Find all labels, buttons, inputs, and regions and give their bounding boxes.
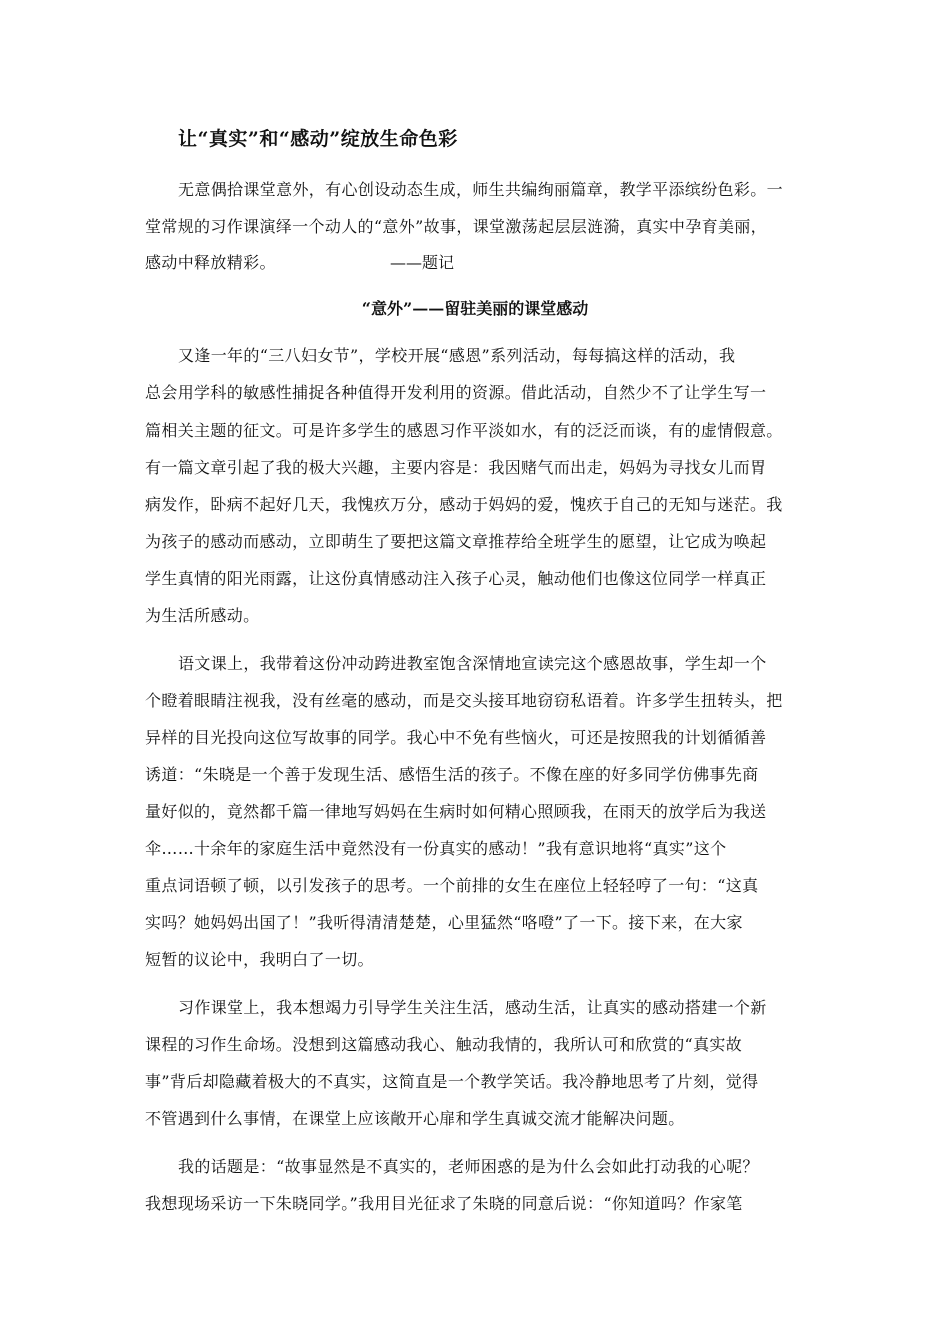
paragraph-line: 习作课堂上，我本想竭力引导学生关注生活，感动生活，让真实的感动搭建一个新 [178, 998, 767, 1017]
paragraph-line: 个瞪着眼睛注视我，没有丝毫的感动，而是交头接耳地窃窃私语着。许多学生扭转头，把 [145, 691, 783, 710]
paragraph-line: 不管遇到什么事情，在课堂上应该敞开心扉和学生真诚交流才能解决问题。 [145, 1109, 685, 1128]
paragraph-line: 伞……十余年的家庭生活中竟然没有一份真实的感动！”我有意识地将“真实”这个 [145, 839, 727, 858]
paragraph-line: 实吗？她妈妈出国了！”我听得清清楚楚，心里猛然“咯噔”了一下。接下来，在大家 [145, 913, 743, 932]
paragraph-line: 学生真情的阳光雨露，让这份真情感动注入孩子心灵，触动他们也像这位同学一样真正 [145, 569, 767, 588]
paragraph-line: 诱道：“朱晓是一个善于发现生活、感悟生活的孩子。不像在座的好多同学仿佛事先商 [145, 765, 759, 784]
epigraph-line: 无意偶拾课堂意外，有心创设动态生成，师生共编绚丽篇章，教学平添缤纷色彩。一 [178, 180, 783, 199]
paragraph-line: 事”背后却隐藏着极大的不真实，这简直是一个教学笑话。我冷静地思考了片刻，觉得 [145, 1072, 759, 1091]
paragraph-line: 我的话题是：“故事显然是不真实的，老师困惑的是为什么会如此打动我的心呢？ [178, 1157, 759, 1176]
paragraph-line: 我想现场采访一下朱晓同学。”我用目光征求了朱晓的同意后说：“你知道吗？作家笔 [145, 1194, 743, 1213]
paragraph-line: 课程的习作生命场。没想到这篇感动我心、触动我情的，我所认可和欣赏的“真实故 [145, 1035, 743, 1054]
paragraph-line: 病发作，卧病不起好几天，我愧疚万分，感动于妈妈的爱，愧疚于自己的无知与迷茫。我 [145, 495, 783, 514]
paragraph-line: 为生活所感动。 [145, 606, 260, 625]
epigraph-line: 感动中释放精彩。 [145, 253, 276, 272]
paragraph-line: 异样的目光投向这位写故事的同学。我心中不免有些恼火，可还是按照我的计划循循善 [145, 728, 767, 747]
epigraph-line: 堂常规的习作课演绎一个动人的“意外”故事，课堂激荡起层层涟漪，真实中孕育美丽， [145, 217, 768, 236]
paragraph-line: 重点词语顿了顿，以引发孩子的思考。一个前排的女生在座位上轻轻哼了一句：“这真 [145, 876, 759, 895]
epigraph-signature: ——题记 [390, 253, 455, 272]
paragraph-line: 总会用学科的敏感性捕捉各种值得开发利用的资源。借此活动，自然少不了让学生写一 [145, 383, 767, 402]
section-subtitle: “意外”——留驻美丽的课堂感动 [361, 299, 589, 318]
paragraph-line: 有一篇文章引起了我的极大兴趣，主要内容是：我因赌气而出走，妈妈为寻找女儿而胃 [145, 458, 767, 477]
paragraph-line: 量好似的，竟然都千篇一律地写妈妈在生病时如何精心照顾我，在雨天的放学后为我送 [145, 802, 767, 821]
paragraph-line: 为孩子的感动而感动，立即萌生了要把这篇文章推荐给全班学生的愿望，让它成为唤起 [145, 532, 767, 551]
paragraph-line: 短暂的议论中，我明白了一切。 [145, 950, 374, 969]
paragraph-line: 篇相关主题的征文。可是许多学生的感恩习作平淡如水，有的泛泛而谈，有的虚情假意。 [145, 421, 783, 440]
paragraph-line: 又逢一年的“三八妇女节”，学校开展“感恩”系列活动，每每搞这样的活动，我 [178, 346, 736, 365]
paragraph-line: 语文课上，我带着这份冲动跨进教室饱含深情地宣读完这个感恩故事，学生却一个 [178, 654, 767, 673]
article-title: 让“真实”和“感动”绽放生命色彩 [178, 128, 458, 150]
